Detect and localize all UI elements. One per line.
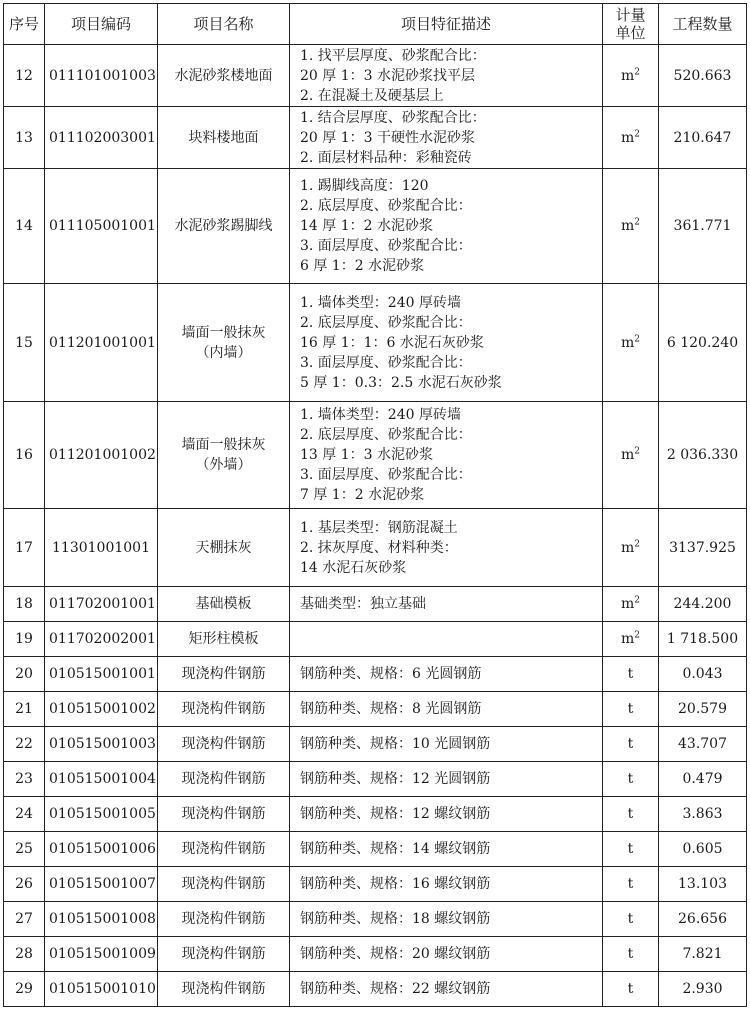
unit-symbol: m	[620, 596, 635, 612]
unit-symbol: m	[620, 334, 635, 351]
item-name-line: 现浇构件钢筋	[181, 806, 266, 822]
table-row	[4, 762, 747, 797]
item-description	[290, 832, 603, 867]
unit-exponent: 2	[634, 128, 640, 139]
description-line: 钢筋种类、规格：22 螺纹钢筋	[300, 981, 491, 997]
description-line: 3. 面层厚度、砂浆配合比：	[300, 354, 472, 371]
item-code: 010515001003	[45, 727, 158, 762]
row-number: 25	[4, 832, 45, 867]
unit-symbol: t	[627, 806, 634, 822]
item-description	[290, 169, 603, 284]
item-name	[158, 622, 290, 657]
table-row	[4, 727, 747, 762]
item-description	[290, 867, 603, 902]
unit-symbol: m	[620, 129, 635, 146]
unit	[603, 622, 659, 657]
item-code: 010515001009	[45, 937, 158, 972]
unit	[603, 107, 659, 169]
row-number: 24	[4, 797, 45, 832]
header-name: 项目名称	[158, 4, 290, 45]
row-number: 22	[4, 727, 45, 762]
description-line: 6 厚 1：2 水泥砂浆	[300, 258, 425, 274]
description-line: 钢筋种类、规格：18 螺纹钢筋	[300, 911, 491, 927]
unit	[603, 797, 659, 832]
unit	[603, 867, 659, 902]
item-name-line: （外墙）	[195, 457, 252, 473]
unit-symbol: m	[620, 67, 635, 84]
unit	[603, 587, 659, 622]
row-number: 26	[4, 867, 45, 902]
item-code: 011101001003	[45, 45, 158, 107]
description-line: 2. 面层材料品种：彩釉瓷砖	[300, 149, 472, 166]
description-line: 20 厚 1：3 干硬性水泥砂浆	[300, 129, 475, 146]
unit-symbol: m	[620, 447, 635, 463]
unit	[603, 402, 659, 509]
item-description	[290, 937, 603, 972]
item-name-line: 现浇构件钢筋	[181, 981, 266, 997]
description-line: 钢筋种类、规格：6 光圆钢筋	[300, 666, 482, 682]
row-number: 19	[4, 622, 45, 657]
description-line: 钢筋种类、规格：12 螺纹钢筋	[300, 806, 491, 822]
description-line: 1. 结合层厚度、砂浆配合比：	[300, 109, 486, 126]
table-row	[4, 622, 747, 657]
item-name-line: 现浇构件钢筋	[181, 876, 266, 892]
table-row	[4, 937, 747, 972]
item-code: 010515001006	[45, 832, 158, 867]
item-name-line: 现浇构件钢筋	[181, 911, 266, 927]
table-row	[4, 45, 747, 107]
table-row	[4, 902, 747, 937]
item-description	[290, 727, 603, 762]
header-code: 项目编码	[45, 4, 158, 45]
table-row	[4, 107, 747, 169]
item-description	[290, 797, 603, 832]
description-line: 2. 底层厚度、砂浆配合比：	[300, 198, 472, 214]
item-name-line: 现浇构件钢筋	[181, 946, 266, 962]
item-name	[158, 45, 290, 107]
quantity: 7.821	[659, 937, 747, 972]
unit-symbol: t	[627, 841, 634, 857]
header-row	[4, 4, 747, 45]
item-code: 010515001002	[45, 692, 158, 727]
table-row	[4, 867, 747, 902]
bill-of-quantities-table	[3, 3, 747, 1007]
item-name-line: （内墙）	[195, 344, 252, 361]
description-line: 2. 抹灰厚度、材料种类：	[300, 539, 458, 556]
table-row	[4, 169, 747, 284]
description-line: 13 厚 1：3 水泥砂浆	[300, 447, 433, 463]
unit	[603, 902, 659, 937]
unit	[603, 692, 659, 727]
table-body	[4, 45, 747, 1007]
row-number: 18	[4, 587, 45, 622]
quantity: 244.200	[659, 587, 747, 622]
unit-symbol: m	[620, 539, 635, 556]
item-name-line: 现浇构件钢筋	[181, 666, 266, 682]
quantity: 210.647	[659, 107, 747, 169]
item-name	[158, 727, 290, 762]
description-line: 2. 在混凝土及硬基层上	[300, 87, 444, 104]
row-number: 28	[4, 937, 45, 972]
quantity: 26.656	[659, 902, 747, 937]
description-line: 钢筋种类、规格：10 光圆钢筋	[300, 736, 491, 752]
item-description	[290, 902, 603, 937]
row-number: 16	[4, 402, 45, 509]
quantity: 520.663	[659, 45, 747, 107]
item-name-line: 水泥砂浆楼地面	[174, 67, 273, 84]
item-description	[290, 509, 603, 587]
item-name	[158, 762, 290, 797]
item-code: 010515001010	[45, 972, 158, 1007]
item-name	[158, 937, 290, 972]
item-name-line: 现浇构件钢筋	[181, 736, 266, 752]
item-description	[290, 972, 603, 1007]
description-line: 5 厚 1：0.3：2.5 水泥石灰砂浆	[300, 374, 502, 391]
item-code: 010515001007	[45, 867, 158, 902]
description-line: 1. 基层类型：钢筋混凝土	[300, 519, 458, 536]
item-description	[290, 762, 603, 797]
unit-symbol: t	[627, 876, 634, 892]
unit-symbol: t	[627, 771, 634, 787]
item-name	[158, 867, 290, 902]
description-line: 2. 底层厚度、砂浆配合比：	[300, 427, 472, 443]
unit	[603, 284, 659, 402]
description-line: 钢筋种类、规格：20 螺纹钢筋	[300, 946, 491, 962]
quantity: 361.771	[659, 169, 747, 284]
header-no: 序号	[4, 4, 45, 45]
unit	[603, 657, 659, 692]
table-row	[4, 797, 747, 832]
unit-exponent: 2	[634, 595, 640, 606]
row-number: 14	[4, 169, 45, 284]
unit-symbol: m	[620, 631, 635, 647]
unit	[603, 727, 659, 762]
quantity: 0.605	[659, 832, 747, 867]
item-name-line: 现浇构件钢筋	[181, 771, 266, 787]
unit-symbol: t	[627, 736, 634, 752]
item-name-line: 矩形柱模板	[188, 631, 259, 647]
item-name	[158, 692, 290, 727]
table-row	[4, 972, 747, 1007]
item-code: 011201001001	[45, 284, 158, 402]
header-unit-line1: 计量	[615, 6, 646, 24]
description-line: 钢筋种类、规格：14 螺纹钢筋	[300, 841, 491, 857]
item-name-line: 天棚抹灰	[195, 539, 252, 556]
unit-symbol: t	[627, 981, 634, 997]
description-line: 1. 找平层厚度、砂浆配合比：	[300, 47, 486, 64]
item-description	[290, 107, 603, 169]
table-row	[4, 402, 747, 509]
unit-symbol: t	[627, 666, 634, 682]
item-code: 010515001005	[45, 797, 158, 832]
unit	[603, 45, 659, 107]
quantity: 20.579	[659, 692, 747, 727]
item-name	[158, 402, 290, 509]
description-line: 钢筋种类、规格：8 光圆钢筋	[300, 701, 482, 717]
description-line: 钢筋种类、规格：12 光圆钢筋	[300, 771, 491, 787]
item-description	[290, 657, 603, 692]
description-line: 1. 墙体类型：240 厚砖墙	[300, 407, 461, 423]
unit-exponent: 2	[634, 217, 640, 228]
item-name-line: 基础模板	[195, 596, 252, 612]
unit-exponent: 2	[634, 66, 640, 77]
header-unit	[603, 4, 659, 45]
item-name	[158, 657, 290, 692]
unit-symbol: t	[627, 946, 634, 962]
quantity: 6 120.240	[659, 284, 747, 402]
item-name	[158, 107, 290, 169]
item-name	[158, 797, 290, 832]
row-number: 27	[4, 902, 45, 937]
description-line: 14 厚 1：2 水泥砂浆	[300, 218, 433, 234]
row-number: 13	[4, 107, 45, 169]
unit	[603, 509, 659, 587]
row-number: 15	[4, 284, 45, 402]
item-name	[158, 169, 290, 284]
description-line: 1. 踢脚线高度：120	[300, 178, 429, 194]
table-row	[4, 509, 747, 587]
item-name	[158, 902, 290, 937]
description-line: 16 厚 1：1：6 水泥石灰砂浆	[300, 334, 484, 351]
unit	[603, 937, 659, 972]
unit-symbol: m	[620, 218, 635, 234]
item-name-line: 块料楼地面	[188, 129, 259, 146]
item-description	[290, 692, 603, 727]
row-number: 21	[4, 692, 45, 727]
item-code: 010515001004	[45, 762, 158, 797]
item-code: 011702002001	[45, 622, 158, 657]
quantity: 43.707	[659, 727, 747, 762]
quantity: 3137.925	[659, 509, 747, 587]
quantity: 13.103	[659, 867, 747, 902]
quantity: 1 718.500	[659, 622, 747, 657]
item-name	[158, 509, 290, 587]
unit	[603, 762, 659, 797]
description-line: 3. 面层厚度、砂浆配合比：	[300, 467, 472, 483]
table-row	[4, 587, 747, 622]
item-description	[290, 622, 603, 657]
row-number: 29	[4, 972, 45, 1007]
row-number: 23	[4, 762, 45, 797]
table-row	[4, 692, 747, 727]
table-row	[4, 657, 747, 692]
unit-symbol: t	[627, 911, 634, 927]
description-line: 基础类型：独立基础	[300, 596, 426, 612]
description-line: 3. 面层厚度、砂浆配合比：	[300, 238, 472, 254]
description-line: 2. 底层厚度、砂浆配合比：	[300, 314, 472, 331]
quantity: 3.863	[659, 797, 747, 832]
description-line: 14 水泥石灰砂浆	[300, 559, 407, 576]
quantity: 2.930	[659, 972, 747, 1007]
unit-symbol: t	[627, 701, 634, 717]
header-desc: 项目特征描述	[290, 4, 603, 45]
item-name	[158, 587, 290, 622]
row-number: 20	[4, 657, 45, 692]
table-row	[4, 284, 747, 402]
unit-exponent: 2	[634, 538, 640, 549]
item-name-line: 现浇构件钢筋	[181, 701, 266, 717]
description-line: 1. 墙体类型：240 厚砖墙	[300, 294, 461, 311]
unit-exponent: 2	[634, 446, 640, 457]
item-name-line: 墙面一般抹灰	[181, 437, 266, 453]
item-code: 011105001001	[45, 169, 158, 284]
quantity: 0.043	[659, 657, 747, 692]
unit	[603, 972, 659, 1007]
item-code: 011102003001	[45, 107, 158, 169]
item-code: 011201001002	[45, 402, 158, 509]
item-description	[290, 284, 603, 402]
item-name	[158, 972, 290, 1007]
header-unit-line2: 单位	[615, 24, 646, 42]
unit-exponent: 2	[634, 630, 640, 641]
item-name	[158, 832, 290, 867]
row-number: 12	[4, 45, 45, 107]
unit-exponent: 2	[634, 333, 640, 344]
item-name	[158, 284, 290, 402]
item-description	[290, 45, 603, 107]
item-description	[290, 587, 603, 622]
unit	[603, 169, 659, 284]
item-name-line: 墙面一般抹灰	[181, 324, 266, 341]
item-code: 011702001001	[45, 587, 158, 622]
description-line: 7 厚 1：2 水泥砂浆	[300, 487, 425, 503]
quantity: 0.479	[659, 762, 747, 797]
item-name-line: 现浇构件钢筋	[181, 841, 266, 857]
item-description	[290, 402, 603, 509]
item-code: 010515001001	[45, 657, 158, 692]
unit	[603, 832, 659, 867]
table-row	[4, 832, 747, 867]
description-line: 20 厚 1：3 水泥砂浆找平层	[300, 67, 475, 84]
row-number: 17	[4, 509, 45, 587]
quantity: 2 036.330	[659, 402, 747, 509]
item-name-line: 水泥砂浆踢脚线	[174, 218, 273, 234]
header-qty: 工程数量	[659, 4, 747, 45]
description-line: 钢筋种类、规格：16 螺纹钢筋	[300, 876, 491, 892]
item-code: 11301001001	[45, 509, 158, 587]
item-code: 010515001008	[45, 902, 158, 937]
